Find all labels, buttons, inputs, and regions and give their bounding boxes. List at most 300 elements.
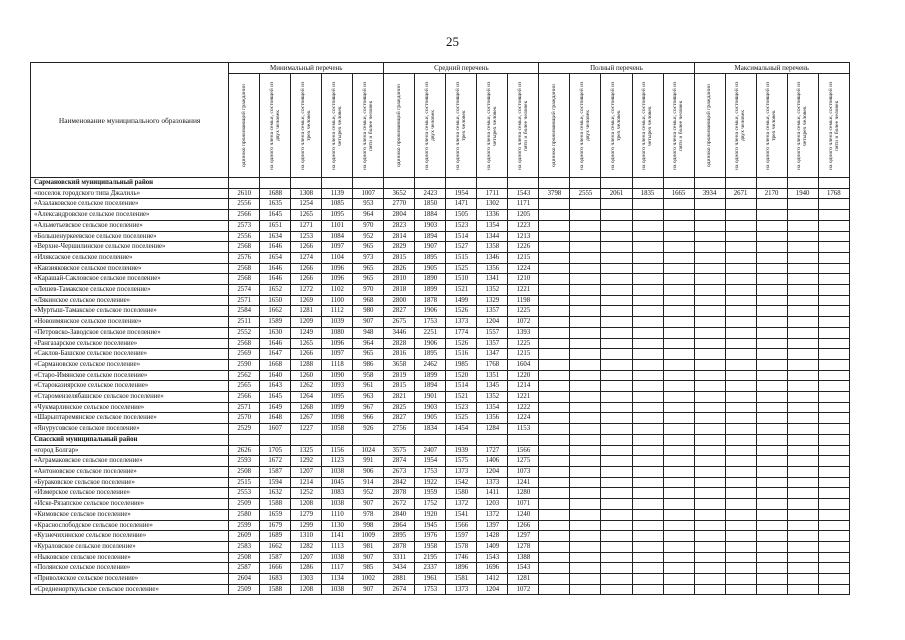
settlement-name: «Азалаковское сельское поселение»: [31, 199, 229, 210]
settlement-name: «Карашай-Сакловское сельское поселение»: [31, 274, 229, 285]
table-cell: [787, 531, 818, 542]
table-cell: [229, 178, 260, 189]
table-cell: [570, 509, 601, 520]
table-cell: 1906: [415, 306, 446, 317]
table-cell: [539, 434, 570, 445]
table-cell: [539, 541, 570, 552]
table-cell: [756, 466, 787, 477]
table-row: [31, 274, 850, 285]
table-cell: 1225: [508, 306, 539, 317]
table-cell: [694, 210, 725, 221]
table-cell: 1354: [477, 220, 508, 231]
table-cell: 1130: [322, 520, 353, 531]
table-cell: 1096: [322, 338, 353, 349]
table-cell: 967: [353, 402, 384, 413]
table-cell: [756, 317, 787, 328]
table-cell: [632, 552, 663, 563]
table-cell: 1505: [446, 210, 477, 221]
table-cell: 1890: [415, 274, 446, 285]
table-cell: 1113: [322, 541, 353, 552]
table-cell: [539, 306, 570, 317]
table-cell: [694, 285, 725, 296]
settlement-name: «Верхне-Чершилинское сельское поселение»: [31, 242, 229, 253]
table-cell: [663, 392, 694, 403]
table-cell: [663, 584, 694, 595]
table-cell: [818, 466, 849, 477]
table-cell: [601, 317, 632, 328]
table-cell: 1388: [508, 552, 539, 563]
table-cell: [601, 541, 632, 552]
table-cell: 1310: [291, 531, 322, 542]
table-cell: [539, 327, 570, 338]
table-cell: 1101: [322, 220, 353, 231]
table-cell: [632, 242, 663, 253]
table-cell: [570, 220, 601, 231]
table-cell: [663, 295, 694, 306]
table-cell: [384, 178, 415, 189]
table-cell: [756, 338, 787, 349]
table-cell: [787, 574, 818, 585]
table-cell: 2827: [384, 413, 415, 424]
table-cell: [756, 499, 787, 510]
table-cell: [663, 231, 694, 242]
table-cell: [725, 402, 756, 413]
table-cell: 1204: [477, 466, 508, 477]
settlement-name: «Иске-Рязапское сельское поселение»: [31, 499, 229, 510]
table-cell: 1954: [446, 188, 477, 199]
table-cell: 1646: [260, 242, 291, 253]
table-cell: [570, 178, 601, 189]
table-row: [31, 563, 850, 574]
table-cell: 1901: [415, 392, 446, 403]
table-cell: [787, 381, 818, 392]
table-row: [31, 252, 850, 263]
table-cell: 2827: [384, 306, 415, 317]
table-cell: [260, 178, 291, 189]
table-cell: [632, 402, 663, 413]
header-subcolumn: [601, 74, 632, 178]
table-cell: 926: [353, 424, 384, 435]
settlement-name: «Аграмаковское сельское поселение»: [31, 456, 229, 467]
table-cell: 1093: [322, 381, 353, 392]
table-row: [31, 199, 850, 210]
table-cell: [663, 349, 694, 360]
table-cell: 1278: [508, 541, 539, 552]
table-cell: 2515: [229, 477, 260, 488]
table-cell: 1516: [446, 349, 477, 360]
table-cell: [663, 402, 694, 413]
table-cell: 1961: [415, 574, 446, 585]
table-cell: 1281: [291, 306, 322, 317]
table-cell: 1587: [260, 466, 291, 477]
table-cell: 1253: [291, 231, 322, 242]
table-cell: [663, 488, 694, 499]
table-cell: 1580: [446, 488, 477, 499]
table-cell: [663, 466, 694, 477]
table-cell: 1346: [477, 252, 508, 263]
table-cell: 1705: [260, 445, 291, 456]
table-cell: 2878: [384, 488, 415, 499]
table-cell: 978: [353, 509, 384, 520]
table-cell: 2529: [229, 424, 260, 435]
table-cell: 1581: [446, 574, 477, 585]
table-cell: 1226: [508, 242, 539, 253]
table-cell: 953: [353, 199, 384, 210]
table-cell: [725, 178, 756, 189]
table-cell: [725, 231, 756, 242]
table-cell: [818, 274, 849, 285]
table-cell: [632, 220, 663, 231]
table-cell: 1024: [353, 445, 384, 456]
table-cell: 1557: [477, 327, 508, 338]
table-cell: 1280: [508, 488, 539, 499]
table-cell: [570, 413, 601, 424]
table-cell: [694, 488, 725, 499]
table-cell: 2556: [229, 231, 260, 242]
table-cell: 1117: [322, 563, 353, 574]
table-cell: 1272: [291, 285, 322, 296]
table-cell: [818, 584, 849, 595]
table-cell: [601, 210, 632, 221]
table-cell: 1096: [322, 263, 353, 274]
settlement-name: «Краснослободское сельское поселение»: [31, 520, 229, 531]
table-cell: [632, 231, 663, 242]
table-cell: [601, 434, 632, 445]
settlement-name: «Альметьевское сельское поселение»: [31, 220, 229, 231]
table-cell: 1073: [508, 466, 539, 477]
table-cell: [756, 327, 787, 338]
table-cell: [694, 338, 725, 349]
table-cell: [601, 306, 632, 317]
table-cell: [291, 434, 322, 445]
settlement-name: «Измерское сельское поселение»: [31, 488, 229, 499]
table-cell: 965: [353, 349, 384, 360]
settlement-name: «Чукмарлинское сельское поселение»: [31, 402, 229, 413]
table-cell: 1906: [415, 338, 446, 349]
table-cell: [632, 210, 663, 221]
table-cell: 1654: [260, 252, 291, 263]
table-cell: 985: [353, 563, 384, 574]
table-row: [31, 509, 850, 520]
table-cell: 1594: [260, 477, 291, 488]
table-cell: 1958: [415, 541, 446, 552]
table-cell: [787, 252, 818, 263]
table-row: [31, 327, 850, 338]
table-cell: 2576: [229, 252, 260, 263]
table-row: [31, 306, 850, 317]
table-cell: 1141: [322, 531, 353, 542]
table-cell: [570, 499, 601, 510]
table-cell: 2800: [384, 295, 415, 306]
table-cell: 3652: [384, 188, 415, 199]
table-cell: 1607: [260, 424, 291, 435]
table-cell: [756, 574, 787, 585]
header-group-row: [31, 63, 850, 74]
table-cell: [694, 541, 725, 552]
table-row: [31, 445, 850, 456]
header-subcolumn: [694, 74, 725, 178]
table-cell: 1428: [477, 531, 508, 542]
table-cell: 1543: [508, 563, 539, 574]
table-cell: [787, 466, 818, 477]
settlement-name: «Петровско-Заводское сельское поселение»: [31, 327, 229, 338]
table-cell: 1411: [477, 488, 508, 499]
table-cell: [694, 402, 725, 413]
table-cell: [663, 413, 694, 424]
table-cell: [694, 477, 725, 488]
table-cell: [570, 285, 601, 296]
table-cell: 1899: [415, 370, 446, 381]
table-cell: [787, 520, 818, 531]
table-cell: 1039: [322, 317, 353, 328]
table-cell: [756, 359, 787, 370]
table-cell: 1985: [446, 359, 477, 370]
table-cell: 1292: [291, 456, 322, 467]
table-cell: 1351: [477, 370, 508, 381]
table-cell: 1373: [446, 466, 477, 477]
table-cell: 968: [353, 295, 384, 306]
table-cell: 1587: [260, 552, 291, 563]
table-cell: 2828: [384, 338, 415, 349]
table-cell: 2804: [384, 210, 415, 221]
table-cell: [570, 552, 601, 563]
table-row: [31, 220, 850, 231]
table-cell: 1646: [260, 274, 291, 285]
table-row: [31, 424, 850, 435]
table-cell: [725, 552, 756, 563]
table-cell: 1666: [260, 563, 291, 574]
table-cell: 1336: [477, 210, 508, 221]
table-cell: [632, 445, 663, 456]
table-cell: 907: [353, 584, 384, 595]
table-cell: [694, 231, 725, 242]
table-cell: [818, 242, 849, 253]
table-cell: 1896: [446, 563, 477, 574]
header-subcolumn: [632, 74, 663, 178]
table-cell: 1156: [322, 445, 353, 456]
table-cell: [818, 488, 849, 499]
settlement-name: «Иляксаское сельское поселение»: [31, 252, 229, 263]
table-cell: 914: [353, 477, 384, 488]
table-cell: [756, 306, 787, 317]
table-cell: 2061: [601, 188, 632, 199]
table-cell: [756, 349, 787, 360]
table-cell: 1241: [508, 477, 539, 488]
table-cell: 1514: [446, 231, 477, 242]
table-cell: 1393: [508, 327, 539, 338]
table-cell: [756, 563, 787, 574]
table-cell: [632, 370, 663, 381]
table-cell: 1357: [477, 306, 508, 317]
table-cell: [818, 424, 849, 435]
table-cell: [570, 574, 601, 585]
table-cell: 2574: [229, 285, 260, 296]
table-cell: 1662: [260, 306, 291, 317]
table-cell: 1689: [260, 531, 291, 542]
table-row: [31, 574, 850, 585]
table-cell: [663, 263, 694, 274]
table-cell: 1205: [508, 210, 539, 221]
table-row: [31, 381, 850, 392]
header-subcolumn-label: на одного члена семьи, состоящей из двух человек: [734, 81, 747, 170]
table-cell: 980: [353, 306, 384, 317]
table-cell: [725, 359, 756, 370]
table-cell: 1038: [322, 499, 353, 510]
table-cell: [539, 370, 570, 381]
table-cell: 1097: [322, 242, 353, 253]
table-cell: [632, 434, 663, 445]
table-cell: [756, 199, 787, 210]
settlement-name: «Александровское сельское поселение»: [31, 210, 229, 221]
table-cell: 1007: [353, 188, 384, 199]
table-cell: 1688: [260, 188, 291, 199]
header-subcolumn-label: одиноко проживающий гражданин: [706, 84, 713, 167]
settlement-name: «Средненорткульское сельское поселение»: [31, 584, 229, 595]
table-cell: [694, 370, 725, 381]
table-cell: 1083: [322, 488, 353, 499]
table-cell: 2821: [384, 392, 415, 403]
settlement-name: «Лякинское сельское поселение»: [31, 295, 229, 306]
header-group-maximum: Максимальный перечень: [694, 63, 849, 74]
table-cell: 1104: [322, 252, 353, 263]
header-subcolumn: [229, 74, 260, 178]
table-cell: 1214: [508, 381, 539, 392]
header-subcolumn: [508, 74, 539, 178]
table-cell: [756, 424, 787, 435]
table-cell: 1903: [415, 402, 446, 413]
table-cell: 1406: [477, 456, 508, 467]
table-cell: [632, 381, 663, 392]
table-cell: [663, 338, 694, 349]
table-cell: 1224: [508, 263, 539, 274]
table-cell: 964: [353, 210, 384, 221]
table-cell: 1118: [322, 359, 353, 370]
table-cell: [818, 338, 849, 349]
table-cell: [818, 402, 849, 413]
table-cell: [818, 531, 849, 542]
table-cell: [694, 359, 725, 370]
table-cell: 970: [353, 285, 384, 296]
table-cell: [756, 381, 787, 392]
table-cell: 1412: [477, 574, 508, 585]
table-cell: [663, 520, 694, 531]
table-cell: 2593: [229, 456, 260, 467]
table-cell: 1711: [477, 188, 508, 199]
table-cell: 965: [353, 263, 384, 274]
table-cell: [756, 434, 787, 445]
table-cell: [787, 199, 818, 210]
table-cell: 2590: [229, 359, 260, 370]
table-cell: [725, 274, 756, 285]
table-cell: 1345: [477, 381, 508, 392]
table-cell: [694, 499, 725, 510]
table-cell: 1372: [446, 499, 477, 510]
table-cell: 970: [353, 220, 384, 231]
table-cell: [818, 252, 849, 263]
table-cell: [787, 456, 818, 467]
table-row: [31, 242, 850, 253]
settlement-name: «Кимовское сельское поселение»: [31, 509, 229, 520]
table-cell: [818, 541, 849, 552]
table-cell: [787, 178, 818, 189]
header-subcolumn-label: на одного члена семьи, состоящей из четырех человек: [486, 81, 499, 170]
table-cell: [787, 306, 818, 317]
table-cell: 1262: [291, 381, 322, 392]
table-cell: [632, 306, 663, 317]
table-cell: [632, 252, 663, 263]
table-cell: [756, 477, 787, 488]
table-cell: [663, 541, 694, 552]
settlement-name: «Лешев-Тамакское сельское поселение»: [31, 285, 229, 296]
district-row: [31, 178, 850, 189]
table-cell: [632, 359, 663, 370]
table-cell: 1640: [260, 370, 291, 381]
table-cell: [694, 252, 725, 263]
table-cell: 1647: [260, 349, 291, 360]
table-cell: [601, 466, 632, 477]
table-cell: [756, 295, 787, 306]
table-cell: 1134: [322, 574, 353, 585]
settlement-name: «Полянское сельское поселение»: [31, 563, 229, 574]
table-cell: 3446: [384, 327, 415, 338]
table-row: [31, 584, 850, 595]
table-cell: 2570: [229, 413, 260, 424]
table-cell: 1597: [446, 531, 477, 542]
table-cell: [539, 252, 570, 263]
table-cell: 1659: [260, 509, 291, 520]
table-cell: [725, 317, 756, 328]
header-subcolumn-label: на одного члена семьи, состоящей из двух человек: [424, 81, 437, 170]
table-cell: 1643: [260, 381, 291, 392]
table-cell: [787, 263, 818, 274]
table-cell: [601, 552, 632, 563]
table-cell: 1209: [291, 317, 322, 328]
table-cell: 1373: [446, 317, 477, 328]
table-cell: 1945: [415, 520, 446, 531]
table-cell: [694, 509, 725, 520]
table-cell: 1210: [508, 274, 539, 285]
table-cell: 1543: [477, 552, 508, 563]
table-cell: 1521: [446, 392, 477, 403]
table-cell: [570, 477, 601, 488]
header-subcolumn-label: одиноко проживающий гражданин: [241, 84, 248, 167]
table-cell: 964: [353, 338, 384, 349]
table-cell: 1302: [477, 199, 508, 210]
table-cell: 3311: [384, 552, 415, 563]
table-cell: 965: [353, 274, 384, 285]
table-cell: 1271: [291, 220, 322, 231]
table-cell: [601, 220, 632, 231]
table-cell: 2568: [229, 338, 260, 349]
table-cell: [539, 499, 570, 510]
table-cell: [725, 520, 756, 531]
table-cell: 2571: [229, 295, 260, 306]
table-cell: [539, 263, 570, 274]
table-cell: [787, 210, 818, 221]
table-cell: 1753: [415, 584, 446, 595]
table-cell: 2672: [384, 499, 415, 510]
table-cell: 1284: [477, 424, 508, 435]
table-row: [31, 188, 850, 199]
table-cell: 2568: [229, 242, 260, 253]
table-cell: [601, 413, 632, 424]
table-cell: 1578: [446, 541, 477, 552]
table-cell: [725, 306, 756, 317]
table-cell: [632, 466, 663, 477]
table-cell: [663, 445, 694, 456]
table-cell: 2864: [384, 520, 415, 531]
table-cell: 3658: [384, 359, 415, 370]
